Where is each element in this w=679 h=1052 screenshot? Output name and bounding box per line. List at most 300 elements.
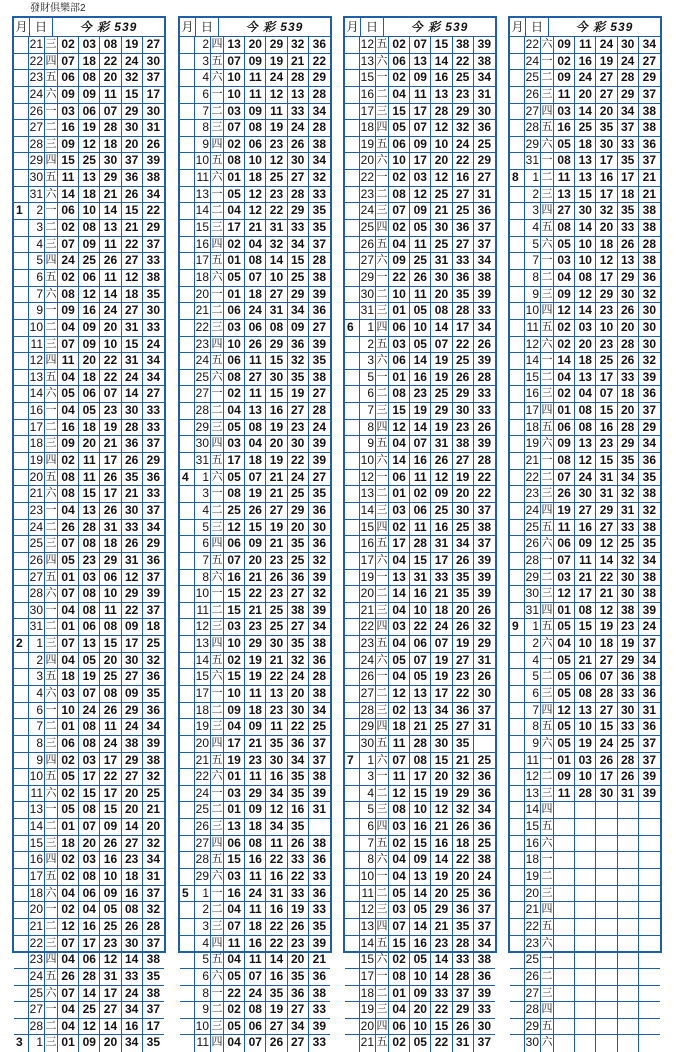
table-row [180, 270, 330, 287]
weekday-cell: 二 [45, 819, 58, 835]
number-cell: 08 [389, 802, 410, 818]
number-cell: 18 [79, 420, 100, 436]
number-cell: 29 [288, 203, 309, 219]
day-cell: 28 [525, 1002, 539, 1017]
number-cell: 36 [312, 885, 327, 900]
number-cell: 01 [389, 986, 410, 1002]
number-cell: 03 [224, 869, 245, 885]
number-cell: 26 [58, 969, 79, 985]
number-cell: 15 [596, 403, 617, 419]
number-cell: 18 [79, 54, 100, 70]
number-cell: 05 [224, 470, 245, 486]
table-row [345, 503, 495, 520]
number-cell: 20 [245, 37, 266, 53]
day-cell: 16 [360, 536, 374, 551]
number-cell: 31 [596, 486, 617, 502]
number-cell: 39 [312, 336, 327, 351]
number-cell: 35 [642, 536, 657, 551]
number-cell: 06 [245, 320, 266, 336]
number-cell: 16 [122, 886, 143, 902]
number-cell: 22 [453, 337, 474, 353]
table-row [180, 769, 330, 786]
table-row [345, 786, 495, 803]
month-cell [345, 420, 360, 436]
month-cell [345, 54, 360, 70]
number-cell: 31 [312, 802, 327, 817]
table-column-4 [508, 16, 662, 1050]
number-cell: 10 [575, 769, 596, 785]
table-row [14, 852, 164, 869]
month-cell [510, 453, 525, 469]
day-cell: 21 [29, 918, 43, 933]
day-cell: 5 [360, 802, 376, 818]
weekday-cell: 三 [45, 736, 58, 752]
table-row [345, 969, 495, 986]
month-cell [345, 187, 360, 203]
number-cell: 35 [288, 370, 309, 386]
table-row [14, 403, 164, 420]
number-cell: 29 [642, 70, 657, 85]
number-cell [575, 952, 596, 968]
table-row [180, 187, 330, 204]
weekday-cell: 三 [376, 403, 389, 419]
month-cell [180, 287, 195, 303]
month-cell [180, 104, 195, 120]
day-cell: 14 [525, 353, 539, 368]
day-cell: 3 [360, 769, 376, 785]
weekday-cell: 三 [541, 586, 554, 602]
number-cell: 27 [642, 53, 657, 68]
table-row [180, 802, 330, 819]
number-cell: 14 [410, 919, 431, 935]
day-cell: 6 [29, 703, 45, 719]
number-cell [554, 969, 575, 985]
number-cell: 17 [410, 769, 431, 785]
number-cell: 36 [453, 902, 474, 918]
number-cell: 22 [100, 54, 121, 70]
day-cell: 15 [360, 519, 374, 534]
month-cell [510, 886, 525, 902]
weekday-cell: 六 [45, 87, 58, 103]
month-cell [510, 120, 525, 136]
month-cell [510, 636, 525, 652]
table-row [345, 153, 495, 170]
month-cell [14, 453, 29, 469]
number-cell: 39 [312, 935, 327, 950]
day-cell: 30 [360, 735, 374, 750]
number-cell: 10 [100, 337, 121, 353]
table-row [510, 436, 660, 453]
table-row [14, 104, 164, 121]
number-cell: 35 [453, 570, 474, 586]
number-cell [639, 802, 660, 818]
table-row [510, 819, 660, 836]
number-cell: 37 [477, 702, 492, 717]
number-cell [575, 836, 596, 852]
day-cell: 26 [360, 236, 374, 251]
header-day: 日 [196, 18, 219, 36]
number-cell: 18 [575, 137, 596, 153]
weekday-cell: 三 [211, 619, 224, 635]
number-cell: 29 [245, 786, 266, 802]
number-cell: 24 [245, 986, 266, 1002]
number-cell: 25 [453, 886, 474, 902]
number-cell: 08 [554, 453, 575, 469]
weekday-cell: 四 [45, 253, 58, 269]
number-cell: 03 [79, 753, 100, 769]
month-cell [14, 87, 29, 103]
number-cell: 25 [453, 520, 474, 536]
month-cell [14, 386, 29, 402]
day-cell: 5 [525, 237, 541, 253]
number-cell: 30 [431, 736, 452, 752]
number-cell: 30 [618, 586, 639, 602]
table-row [345, 137, 495, 154]
number-cell: 33 [431, 986, 452, 1002]
day-cell: 4 [195, 936, 211, 952]
month-cell [510, 986, 525, 1002]
number-cell [618, 1035, 639, 1052]
number-cell: 31 [453, 1035, 474, 1052]
number-cell: 16 [79, 919, 100, 935]
weekday-cell: 六 [211, 869, 224, 885]
number-cell: 16 [288, 802, 309, 818]
number-cell: 20 [245, 553, 266, 569]
weekday-cell: 六 [376, 153, 389, 169]
number-cell: 15 [431, 1019, 452, 1035]
number-cell: 36 [477, 203, 492, 218]
number-cell: 17 [431, 686, 452, 702]
number-cell: 09 [122, 619, 143, 635]
month-cell [14, 586, 29, 602]
table-row [345, 1002, 495, 1019]
number-cell: 17 [410, 153, 431, 169]
table-row [510, 536, 660, 553]
number-cell: 06 [79, 952, 100, 968]
month-cell [180, 969, 195, 985]
number-cell: 27 [122, 769, 143, 785]
number-cell: 05 [389, 886, 410, 902]
number-cell: 11 [100, 719, 121, 735]
weekday-cell: 六 [376, 653, 389, 669]
number-cell: 19 [575, 736, 596, 752]
number-cell: 08 [575, 270, 596, 286]
weekday-cell: 三 [376, 1002, 389, 1018]
number-cell: 26 [100, 470, 121, 486]
number-cell: 12 [245, 187, 266, 203]
number-cell [618, 902, 639, 918]
number-cell: 18 [618, 187, 639, 203]
number-cell: 38 [312, 369, 327, 384]
day-cell: 12 [29, 353, 43, 368]
number-cell [596, 1019, 617, 1035]
day-cell: 13 [195, 636, 209, 651]
number-cell: 31 [266, 303, 287, 319]
month-cell [345, 153, 360, 169]
number-cell: 36 [146, 702, 161, 717]
number-cell: 06 [224, 353, 245, 369]
number-cell: 10 [575, 636, 596, 652]
number-cell: 37 [477, 902, 492, 917]
month-cell [510, 253, 525, 269]
table-row [14, 1035, 164, 1052]
number-cell: 09 [100, 886, 121, 902]
month-cell [345, 869, 360, 885]
table-row [14, 287, 164, 304]
weekday-cell: 二 [211, 902, 224, 918]
number-cell: 15 [100, 802, 121, 818]
weekday-cell: 三 [541, 886, 554, 902]
table-row [510, 453, 660, 470]
table-row [180, 153, 330, 170]
table-row [180, 320, 330, 337]
weekday-cell: 三 [45, 636, 58, 652]
number-cell: 21 [245, 736, 266, 752]
weekday-cell: 二 [541, 270, 554, 286]
number-cell: 38 [453, 37, 474, 53]
month-cell [180, 902, 195, 918]
number-cell: 34 [288, 303, 309, 319]
month-cell [14, 886, 29, 902]
number-cell: 36 [477, 885, 492, 900]
number-cell: 02 [224, 1002, 245, 1018]
number-cell: 16 [431, 70, 452, 86]
number-cell: 34 [477, 319, 492, 334]
number-cell: 26 [288, 836, 309, 852]
number-cell: 17 [596, 769, 617, 785]
table-row [180, 1035, 330, 1052]
number-cell: 37 [453, 986, 474, 1002]
table-row [510, 936, 660, 953]
number-cell: 34 [288, 1019, 309, 1035]
number-cell [618, 836, 639, 852]
number-cell: 25 [410, 253, 431, 269]
month-cell [510, 503, 525, 519]
number-cell: 24 [312, 419, 327, 434]
number-cell: 22 [477, 469, 492, 484]
number-cell: 15 [389, 936, 410, 952]
number-cell: 17 [100, 453, 121, 469]
month-cell [345, 902, 360, 918]
number-cell: 09 [431, 486, 452, 502]
month-cell [180, 536, 195, 552]
day-cell: 13 [360, 53, 374, 68]
number-cell: 35 [618, 453, 639, 469]
weekday-cell: 四 [376, 619, 389, 635]
day-cell: 12 [525, 336, 539, 351]
month-cell [345, 287, 360, 303]
month-cell [510, 153, 525, 169]
number-cell: 04 [554, 636, 575, 652]
weekday-cell: 一 [211, 786, 224, 802]
number-cell: 08 [245, 420, 266, 436]
number-cell: 29 [596, 287, 617, 303]
number-cell: 28 [312, 120, 327, 135]
day-cell: 15 [29, 835, 43, 850]
number-cell: 11 [554, 87, 575, 103]
number-cell: 21 [431, 586, 452, 602]
number-cell: 34 [642, 552, 657, 567]
table-row [510, 986, 660, 1003]
number-cell: 19 [122, 37, 143, 53]
day-cell: 20 [29, 902, 43, 917]
number-cell: 18 [58, 836, 79, 852]
number-cell: 39 [642, 369, 657, 384]
number-cell: 30 [642, 336, 657, 351]
day-cell: 30 [195, 436, 209, 451]
number-cell: 16 [58, 420, 79, 436]
day-cell: 17 [29, 869, 43, 884]
number-cell: 32 [312, 552, 327, 567]
month-cell [345, 370, 360, 386]
weekday-cell: 四 [211, 1035, 224, 1052]
weekday-cell: 五 [211, 952, 224, 968]
table-row [510, 220, 660, 237]
number-cell: 35 [312, 353, 327, 368]
day-cell: 22 [525, 37, 539, 51]
number-cell: 33 [431, 570, 452, 586]
number-cell: 07 [410, 436, 431, 452]
number-cell: 36 [312, 968, 327, 983]
month-cell [14, 653, 29, 669]
number-cell: 24 [122, 986, 143, 1002]
day-cell: 30 [525, 586, 539, 601]
month-cell [510, 1002, 525, 1018]
number-cell: 20 [575, 337, 596, 353]
month-cell [14, 969, 29, 985]
weekday-cell: 四 [376, 919, 389, 935]
number-cell: 39 [312, 436, 327, 451]
number-cell: 23 [100, 936, 121, 952]
number-cell: 26 [477, 602, 492, 617]
number-cell: 14 [431, 54, 452, 70]
number-cell: 08 [79, 719, 100, 735]
number-cell: 21 [122, 220, 143, 236]
month-cell [510, 802, 525, 818]
number-cell: 15 [122, 203, 143, 219]
weekday-cell: 五 [541, 719, 554, 735]
table-row [510, 786, 660, 803]
day-cell: 13 [525, 785, 539, 800]
number-cell: 38 [642, 253, 657, 268]
table-row [345, 886, 495, 903]
table-row [345, 536, 495, 553]
table-row [510, 70, 660, 87]
number-cell: 26 [245, 337, 266, 353]
weekday-cell: 二 [541, 70, 554, 86]
number-cell: 29 [642, 419, 657, 434]
number-cell: 07 [431, 636, 452, 652]
weekday-cell: 一 [541, 753, 554, 769]
day-cell: 15 [195, 669, 209, 684]
table-row [345, 619, 495, 636]
month-cell: 6 [345, 320, 360, 336]
number-cell: 36 [618, 669, 639, 685]
number-cell: 21 [575, 653, 596, 669]
number-cell: 22 [245, 586, 266, 602]
month-cell [180, 403, 195, 419]
day-cell: 28 [29, 136, 43, 151]
number-cell: 25 [477, 835, 492, 850]
number-cell: 04 [58, 320, 79, 336]
number-cell: 12 [224, 520, 245, 536]
table-row [510, 237, 660, 254]
number-cell: 12 [266, 802, 287, 818]
number-cell: 27 [453, 453, 474, 469]
number-cell: 13 [575, 370, 596, 386]
number-cell: 02 [389, 836, 410, 852]
number-cell: 10 [575, 253, 596, 269]
month-cell [14, 553, 29, 569]
table-row [14, 337, 164, 354]
number-cell: 28 [79, 520, 100, 536]
number-cell: 35 [453, 919, 474, 935]
month-cell [14, 170, 29, 186]
month-cell [510, 54, 525, 70]
number-cell: 01 [58, 819, 79, 835]
weekday-cell: 二 [211, 802, 224, 818]
number-cell: 21 [245, 603, 266, 619]
number-cell: 05 [79, 653, 100, 669]
table-row [14, 70, 164, 87]
weekday-cell: 一 [376, 669, 389, 685]
number-cell: 22 [100, 353, 121, 369]
day-cell: 2 [525, 636, 541, 652]
number-cell: 29 [477, 153, 492, 168]
number-cell: 05 [554, 237, 575, 253]
day-cell: 10 [195, 153, 209, 168]
number-cell: 30 [642, 319, 657, 334]
number-cell: 06 [245, 1019, 266, 1035]
month-cell [14, 1002, 29, 1018]
number-cell: 33 [146, 403, 161, 418]
month-cell [180, 736, 195, 752]
number-cell: 05 [554, 686, 575, 702]
number-cell: 17 [100, 486, 121, 502]
number-cell: 25 [596, 353, 617, 369]
day-cell: 6 [195, 969, 211, 985]
number-cell: 14 [389, 586, 410, 602]
number-cell: 26 [266, 570, 287, 586]
number-cell: 39 [312, 602, 327, 617]
month-cell [345, 253, 360, 269]
table-row [180, 54, 330, 71]
month-cell [180, 270, 195, 286]
table-row [14, 802, 164, 819]
number-cell: 27 [122, 669, 143, 685]
weekday-cell: 六 [45, 786, 58, 802]
number-cell [596, 852, 617, 868]
table-row [180, 669, 330, 686]
table-row [14, 669, 164, 686]
number-cell [639, 919, 660, 935]
month-cell [180, 869, 195, 885]
number-cell [639, 886, 660, 902]
number-cell: 13 [575, 436, 596, 452]
number-cell [554, 952, 575, 968]
number-cell: 16 [245, 852, 266, 868]
month-cell [14, 287, 29, 303]
number-cell: 14 [100, 203, 121, 219]
number-cell [596, 902, 617, 918]
table-row [180, 586, 330, 603]
weekday-cell: 六 [45, 586, 58, 602]
number-cell: 26 [122, 187, 143, 203]
number-cell: 19 [79, 669, 100, 685]
weekday-cell: 二 [376, 287, 389, 303]
number-cell: 27 [575, 503, 596, 519]
number-cell: 25 [618, 536, 639, 552]
